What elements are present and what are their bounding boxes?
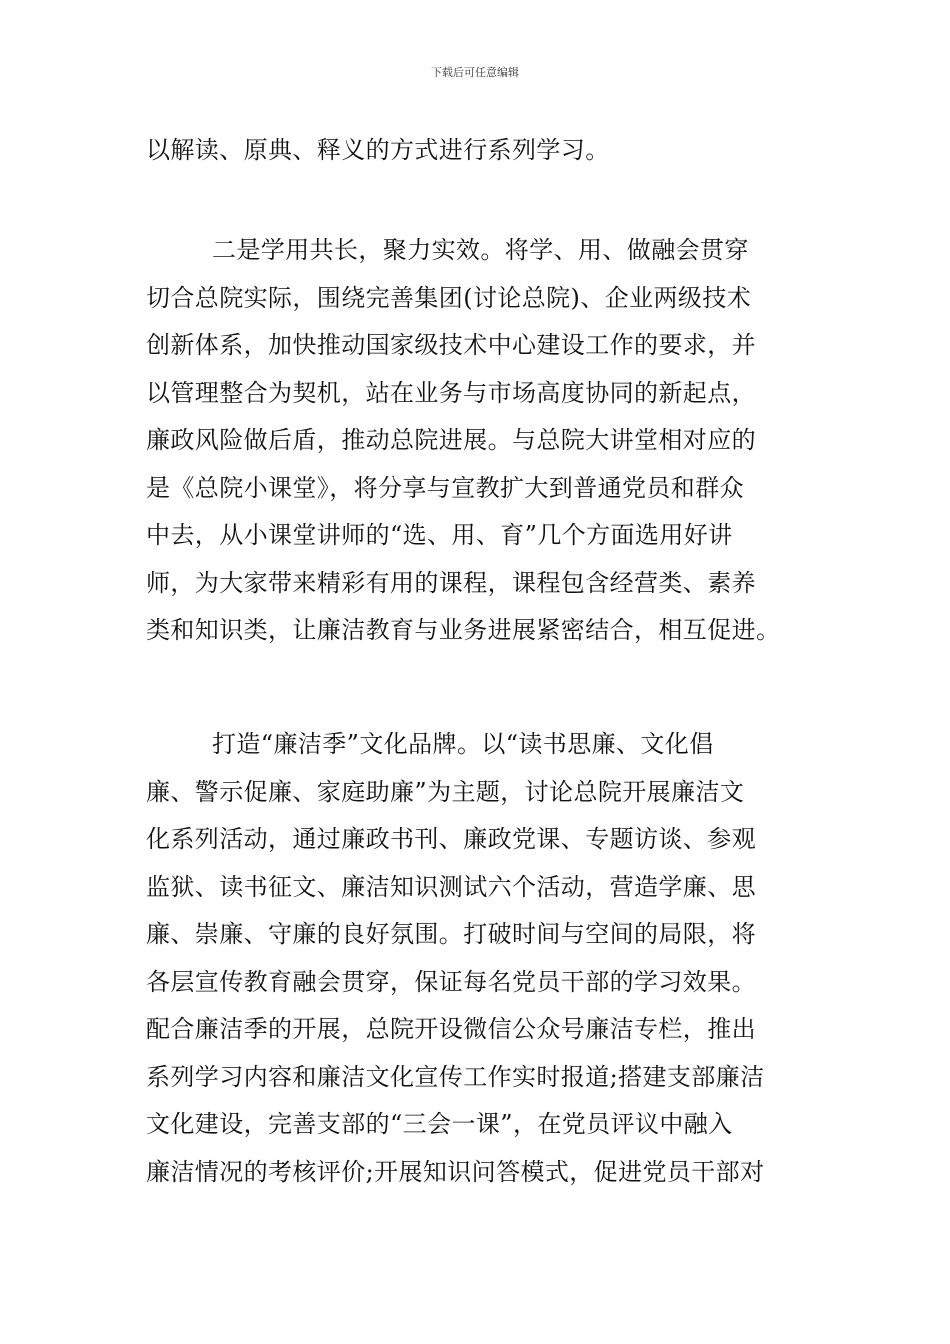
text-line: 是《总院小课堂》，将分享与宣教扩大到普通党员和群众 [146,473,744,502]
text-line: 以管理整合为契机，站在业务与市场高度协同的新起点， [146,378,756,407]
page-header: 下载后可任意编辑 [431,66,519,79]
text-line: 配合廉洁季的开展，总院开设微信公众号廉洁专栏，推出 [146,1015,756,1043]
text-line: 文化建设，完善支部的“三会一课”，在党员评议中融入 [146,1110,733,1138]
paragraph-intro [146,127,810,175]
text-line: 中去，从小课堂讲师的“选、用、育”几个方面选用好讲 [146,521,733,549]
text-line: 廉政风险做后盾，推动总院进展。与总院大讲堂相对应的 [146,426,756,454]
paragraph-integrity-season [146,721,810,1196]
text-line: 打造“廉洁季”文化品牌。以“读书思廉、文化倡 [212,730,714,758]
text-line: 廉洁情况的考核评价;开展知识问答模式，促进党员干部对 [146,1157,765,1186]
text-line: 化系列活动，通过廉政书刊、廉政党课、专题访谈、参观 [146,825,756,853]
text-line: 监狱、读书征文、廉洁知识测试六个活动，营造学廉、思 [146,872,756,901]
text-line: 类和知识类，让廉洁教育与业务进展紧密结合，相互促进。 [146,616,781,644]
text-line: 廉、崇廉、守廉的良好氛围。打破时间与空间的局限，将 [146,920,756,948]
text-line: 以解读、原典、释义的方式进行系列学习。 [146,136,610,164]
text-line: 各层宣传教育融会贯穿，保证每名党员干部的学习效果。 [146,967,756,996]
text-line: 系列学习内容和廉洁文化宣传工作实时报道;搭建支部廉洁 [146,1062,765,1091]
text-line: 廉、警示促廉、家庭助廉”为主题，讨论总院开展廉洁文 [146,777,745,806]
text-line: 二是学用共长，聚力实效。将学、用、做融会贯穿 [212,236,749,264]
text-line: 师，为大家带来精彩有用的课程，课程包含经营类、素养 [146,568,756,597]
text-line: 切合总院实际，围绕完善集团(讨论总院)、企业两级技术 [146,283,752,312]
text-line: 创新体系，加快推动国家级技术中心建设工作的要求，并 [146,331,756,359]
paragraph-study-application [146,227,810,655]
